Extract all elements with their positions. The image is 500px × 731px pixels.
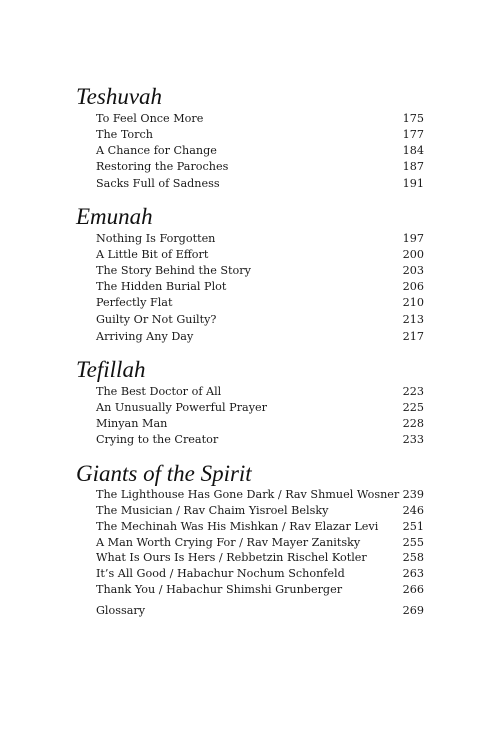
- toc-entry[interactable]: [96, 312, 424, 328]
- entry-page: 217: [402, 330, 424, 343]
- entry-title: Perfectly Flat: [96, 296, 173, 309]
- toc-entry[interactable]: [96, 566, 424, 582]
- toc-entry[interactable]: [96, 432, 424, 448]
- entry-title: The Hidden Burial Plot: [96, 280, 227, 293]
- entry-page: 225: [402, 401, 424, 414]
- entry-title: Crying to the Creator: [96, 433, 219, 446]
- entry-title: The Lighthouse Has Gone Dark / Rav Shmuel Wosner: [96, 488, 400, 501]
- entry-page: 213: [402, 313, 424, 326]
- toc-entry[interactable]: [96, 487, 424, 503]
- entry-title: The Best Doctor of All: [96, 385, 222, 398]
- toc-entry[interactable]: [96, 535, 424, 551]
- section-title: Giants of the Spirit: [76, 461, 252, 486]
- entry-page: 251: [402, 520, 424, 533]
- toc-entry[interactable]: [96, 416, 424, 432]
- entry-title: Minyan Man: [96, 417, 168, 430]
- entry-title: A Man Worth Crying For / Rav Mayer Zanitsky: [96, 536, 361, 549]
- toc-entry[interactable]: [96, 247, 424, 263]
- toc-entry[interactable]: [96, 503, 424, 519]
- entry-page: 246: [402, 504, 424, 517]
- toc-entry[interactable]: [96, 279, 424, 295]
- entry-title: Thank You / Habachur Shimshi Grunberger: [96, 583, 343, 596]
- toc-entry[interactable]: [96, 159, 424, 175]
- toc-entry[interactable]: [96, 231, 424, 247]
- entry-page: 203: [402, 264, 424, 277]
- entry-page: 239: [402, 488, 424, 501]
- entry-title: An Unusually Powerful Prayer: [96, 401, 267, 414]
- entry-title: To Feel Once More: [96, 112, 204, 125]
- entry-title: Restoring the Paroches: [96, 160, 229, 173]
- section-title: Teshuvah: [76, 84, 163, 109]
- section-title: Emunah: [76, 204, 153, 229]
- entry-page: 200: [402, 248, 424, 261]
- entry-title: The Story Behind the Story: [96, 264, 251, 277]
- entry-page: 233: [402, 433, 424, 446]
- entry-page: 187: [402, 160, 424, 173]
- entry-page: 175: [402, 112, 424, 125]
- entry-page: 197: [402, 232, 424, 245]
- entry-title: Nothing Is Forgotten: [96, 232, 216, 245]
- entry-title: A Chance for Change: [96, 144, 217, 157]
- entry-title: Arriving Any Day: [96, 330, 194, 343]
- entry-title: The Musician / Rav Chaim Yisroel Belsky: [96, 504, 329, 517]
- entry-title: Sacks Full of Sadness: [96, 177, 220, 190]
- entry-page: 177: [402, 128, 424, 141]
- toc-entry-glossary[interactable]: [96, 603, 424, 619]
- entry-page: 210: [402, 296, 424, 309]
- entry-page: 269: [402, 604, 424, 617]
- entry-page: 255: [402, 536, 424, 549]
- toc-entry[interactable]: [96, 176, 424, 192]
- toc-entry[interactable]: [96, 582, 424, 598]
- toc-entry[interactable]: [96, 111, 424, 127]
- toc-entry[interactable]: [96, 263, 424, 279]
- entry-page: 263: [402, 567, 424, 580]
- toc-entry[interactable]: [96, 550, 424, 566]
- entry-page: 191: [402, 177, 424, 190]
- entry-title: A Little Bit of Effort: [96, 248, 209, 261]
- toc-entry[interactable]: [96, 384, 424, 400]
- entry-title: What Is Ours Is Hers / Rebbetzin Rischel Kotler: [96, 551, 367, 564]
- toc-entry[interactable]: [96, 519, 424, 535]
- entry-title: Glossary: [96, 604, 146, 617]
- toc-entry[interactable]: [96, 127, 424, 143]
- entry-title: Guilty Or Not Guilty?: [96, 313, 217, 326]
- toc-entry[interactable]: [96, 143, 424, 159]
- entry-page: 223: [402, 385, 424, 398]
- section-title: Tefillah: [76, 357, 146, 382]
- entry-page: 258: [402, 551, 424, 564]
- entry-page: 266: [402, 583, 424, 596]
- entry-title: The Mechinah Was His Mishkan / Rav Elazar Levi: [96, 520, 379, 533]
- entry-title: It’s All Good / Habachur Nochum Schonfeld: [96, 567, 345, 580]
- entry-page: 184: [402, 144, 424, 157]
- entry-page: 206: [402, 280, 424, 293]
- toc-entry[interactable]: [96, 329, 424, 345]
- toc-entry[interactable]: [96, 400, 424, 416]
- entry-page: 228: [402, 417, 424, 430]
- toc-entry[interactable]: [96, 295, 424, 311]
- entry-title: The Torch: [96, 128, 153, 141]
